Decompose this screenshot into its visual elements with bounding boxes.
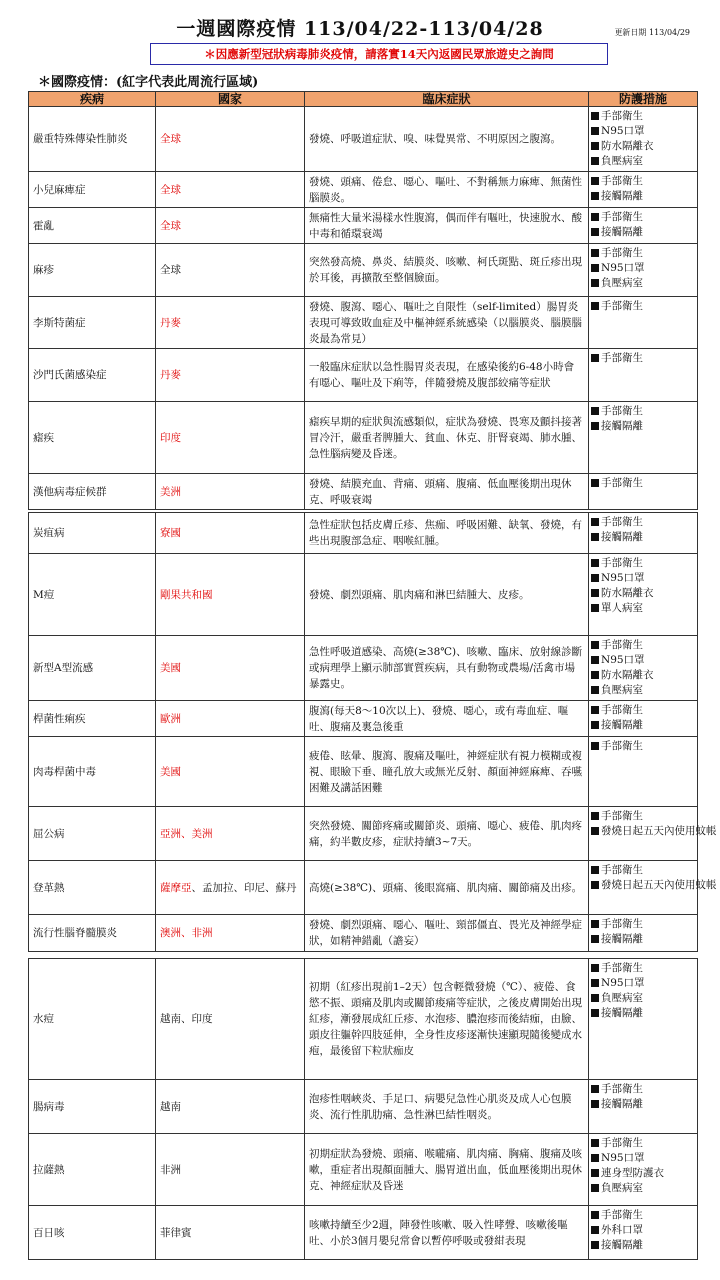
disease-cell: 登革熱 <box>29 861 156 915</box>
protection-label: 手部衛生 <box>601 704 643 716</box>
protection-cell <box>589 959 698 1080</box>
table-row <box>29 297 698 349</box>
bullet-square-icon <box>591 1184 599 1192</box>
bullet-square-icon <box>591 979 599 987</box>
country-text: 非洲 <box>160 1163 181 1176</box>
protection-label: 手部衛生 <box>601 1083 643 1095</box>
protection-label: 負壓病室 <box>601 155 643 167</box>
table-row <box>29 349 698 402</box>
country-text: 亞洲、美洲 <box>160 827 213 840</box>
protection-cell <box>589 474 698 510</box>
protection-cell <box>589 737 698 807</box>
disease-cell: 漢他病毒症候群 <box>29 474 156 510</box>
bullet-square-icon <box>591 1100 599 1108</box>
protection-cell <box>589 701 698 737</box>
bullet-square-icon <box>591 964 599 972</box>
protection-item <box>591 718 695 733</box>
bullet-square-icon <box>591 1085 599 1093</box>
notice-banner: ＊因應新型冠狀病毒肺炎疫情，請落實14天內返國民眾旅遊史之詢問 <box>150 43 608 65</box>
country-cell <box>156 402 305 474</box>
bullet-square-icon <box>591 559 599 567</box>
table-row <box>29 474 698 510</box>
symptoms-cell: 發燒、結膜充血、背痛、頭痛、腹痛、低血壓後期出現休克、呼吸衰竭 <box>305 474 589 510</box>
bullet-square-icon <box>591 479 599 487</box>
protection-cell <box>589 1080 698 1134</box>
disease-cell: 新型A型流感 <box>29 636 156 701</box>
country-cell <box>156 915 305 952</box>
protection-item <box>591 653 695 668</box>
protection-item <box>591 189 695 204</box>
symptoms-cell: 發燒、腹瀉、噁心、嘔吐之自限性（self-limited）腸胃炎表現可導致敗血症及中樞神經系統感染（以腦膜炎、腦膜腦炎最為常見） <box>305 297 589 349</box>
protection-label: 手部衛生 <box>601 405 643 417</box>
country-cell <box>156 636 305 701</box>
protection-label: N95口罩 <box>601 1152 645 1164</box>
epidemic-table-3 <box>28 958 698 1260</box>
protection-label: 手部衛生 <box>601 211 643 223</box>
protection-cell <box>589 636 698 701</box>
country-text: 全球 <box>160 133 181 145</box>
bullet-square-icon <box>591 407 599 415</box>
table-row <box>29 959 698 1080</box>
country-cell <box>156 513 305 554</box>
protection-item <box>591 1166 695 1181</box>
disease-cell: 炭疽病 <box>29 513 156 554</box>
protection-label: 手部衛生 <box>601 918 643 930</box>
country-cell <box>156 107 305 172</box>
bullet-square-icon <box>591 671 599 679</box>
disease-cell: 嚴重特殊傳染性肺炎 <box>29 107 156 172</box>
bullet-square-icon <box>591 604 599 612</box>
bullet-square-icon <box>591 518 599 526</box>
protection-cell <box>589 513 698 554</box>
protection-label: 接觸隔離 <box>601 226 643 238</box>
disease-cell: 沙門氏菌感染症 <box>29 349 156 402</box>
disease-cell: 肉毒桿菌中毒 <box>29 737 156 807</box>
disease-cell: 水痘 <box>29 959 156 1080</box>
protection-label: 手部衛生 <box>601 175 643 187</box>
protection-item <box>591 703 695 718</box>
country-cell <box>156 244 305 297</box>
protection-label: N95口罩 <box>601 977 645 989</box>
protection-label: 連身型防護衣 <box>601 1167 664 1179</box>
disease-cell: 腸病毒 <box>29 1080 156 1134</box>
table-row <box>29 513 698 554</box>
protection-cell <box>589 402 698 474</box>
bullet-square-icon <box>591 920 599 928</box>
bullet-square-icon <box>591 574 599 582</box>
protection-label: 外科口罩 <box>601 1224 643 1236</box>
symptoms-cell: 無痛性大量米湯樣水性腹瀉，偶而伴有嘔吐，快速脫水、酸中毒和循環衰竭 <box>305 208 589 244</box>
protection-label: 手部衛生 <box>601 516 643 528</box>
bullet-square-icon <box>591 264 599 272</box>
disease-cell: 流行性腦脊髓膜炎 <box>29 915 156 952</box>
column-header-protection: 防護措施 <box>589 92 698 107</box>
epidemic-table-1 <box>28 91 698 510</box>
protection-label: 手部衛生 <box>601 962 643 974</box>
protection-item <box>591 961 695 976</box>
country-cell <box>156 959 305 1080</box>
country-text: 澳洲 <box>160 927 181 939</box>
protection-label: 發燒日起五天內使用蚊帳 <box>601 879 717 891</box>
bullet-square-icon <box>591 177 599 185</box>
country-text: 全球 <box>160 264 181 276</box>
protection-item <box>591 246 695 261</box>
bullet-square-icon <box>591 112 599 120</box>
table-row <box>29 107 698 172</box>
table-row <box>29 1080 698 1134</box>
protection-label: N95口罩 <box>601 654 645 666</box>
table-row <box>29 554 698 636</box>
bullet-square-icon <box>591 866 599 874</box>
country-cell <box>156 861 305 915</box>
protection-item <box>591 932 695 947</box>
country-cell <box>156 1080 305 1134</box>
country-text: 歐洲 <box>160 712 181 725</box>
table-row <box>29 172 698 208</box>
country-cell <box>156 737 305 807</box>
table-row <box>29 208 698 244</box>
column-header-symptoms: 臨床症狀 <box>305 92 589 107</box>
protection-item <box>591 1006 695 1021</box>
protection-item <box>591 1097 695 1112</box>
bullet-square-icon <box>591 249 599 257</box>
protection-label: 接觸隔離 <box>601 1239 643 1251</box>
protection-item <box>591 824 717 839</box>
protection-label: 手部衛生 <box>601 247 643 259</box>
protection-cell <box>589 297 698 349</box>
protection-cell <box>589 915 698 952</box>
bullet-square-icon <box>591 1211 599 1219</box>
protection-item <box>591 586 695 601</box>
protection-label: 手部衛生 <box>601 300 643 312</box>
symptoms-cell: 咳嗽持續至少2週，陣發性咳嗽、吸入性哮聲、咳嗽後嘔吐、小於3個月嬰兒常會以暫停呼吸或發紺表現 <box>305 1206 589 1260</box>
disease-cell: 霍亂 <box>29 208 156 244</box>
symptoms-cell: 突然發高燒、鼻炎、結膜炎、咳嗽、柯氏斑點、斑丘疹出現於耳後，再擴散至整個臉面。 <box>305 244 589 297</box>
bullet-square-icon <box>591 213 599 221</box>
protection-label: 防水隔離衣 <box>601 669 654 681</box>
protection-label: 接觸隔離 <box>601 190 643 202</box>
protection-item <box>591 668 695 683</box>
protection-item <box>591 174 695 189</box>
symptoms-cell: 瘧疾早期的症狀與流感類似，症狀為發燒、畏寒及顫抖接著冒冷汗，嚴重者脾腫大、貧血、休克、肝腎衰竭、肺水腫、急性腦病變及昏迷。 <box>305 402 589 474</box>
table-row <box>29 737 698 807</box>
table-row <box>29 915 698 952</box>
country-text: 美國 <box>160 765 181 778</box>
bullet-square-icon <box>591 641 599 649</box>
country-cell <box>156 349 305 402</box>
epidemic-table-2 <box>28 512 717 952</box>
country-extra-text: 、孟加拉、印尼、蘇丹 <box>191 881 297 894</box>
protection-item <box>591 991 695 1006</box>
country-text: 全球 <box>160 219 181 232</box>
disease-cell: 百日咳 <box>29 1206 156 1260</box>
country-cell <box>156 172 305 208</box>
protection-item <box>591 419 695 434</box>
protection-item <box>591 404 695 419</box>
symptoms-cell: 急性症狀包括皮膚丘疹、焦痂、呼吸困難、缺氧、發燒，有些出現腹部急症、咽喉紅腫。 <box>305 513 589 554</box>
protection-item <box>591 809 695 824</box>
protection-item <box>591 476 695 491</box>
bullet-square-icon <box>591 706 599 714</box>
bullet-square-icon <box>591 1139 599 1147</box>
symptoms-cell: 突然發燒、關節疼痛或關節炎、頭痛、噁心、疲倦、肌肉疼痛，約半數皮疹，症狀持續3~7天。 <box>305 807 589 861</box>
protection-label: 負壓病室 <box>601 1182 643 1194</box>
table-header-row <box>29 92 698 107</box>
protection-label: 手部衛生 <box>601 639 643 651</box>
protection-label: 手部衛生 <box>601 864 643 876</box>
protection-item <box>591 1181 695 1196</box>
country-text: 菲律賓 <box>160 1226 192 1239</box>
protection-label: N95口罩 <box>601 262 645 274</box>
protection-item <box>591 976 695 991</box>
protection-label: 手部衛生 <box>601 740 643 752</box>
update-date: 更新日期 113/04/29 <box>614 28 690 37</box>
country-text: 剛果共和國 <box>160 588 213 601</box>
protection-item <box>591 1238 695 1253</box>
disease-cell: 李斯特菌症 <box>29 297 156 349</box>
protection-cell <box>589 107 698 172</box>
country-text: 越南 <box>160 1100 181 1113</box>
symptoms-cell: 發燒、頭痛、倦怠、噁心、嘔吐、不對稱無力麻痺、無菌性腦膜炎。 <box>305 172 589 208</box>
bullet-square-icon <box>591 935 599 943</box>
symptoms-cell: 泡疹性咽峽炎、手足口、病嬰兒急性心肌炎及成人心包膜炎、流行性肌肋痛、急性淋巴結性咽炎。 <box>305 1080 589 1134</box>
protection-item <box>591 1082 695 1097</box>
page-title: 一週國際疫情 113/04/22-113/04/28 <box>176 18 544 40</box>
protection-label: 負壓病室 <box>601 277 643 289</box>
protection-item <box>591 225 695 240</box>
bullet-square-icon <box>591 742 599 750</box>
bullet-square-icon <box>591 1009 599 1017</box>
protection-item <box>591 210 695 225</box>
bullet-square-icon <box>591 1154 599 1162</box>
protection-item <box>591 299 695 314</box>
protection-item <box>591 878 717 893</box>
bullet-square-icon <box>591 589 599 597</box>
symptoms-cell: 發燒、劇烈頭痛、噁心、嘔吐、頸部僵直、畏光及神經學症狀，如精神錯亂（譫妄） <box>305 915 589 952</box>
protection-item <box>591 124 695 139</box>
country-extra-text: 、非洲 <box>181 927 213 939</box>
country-cell <box>156 1206 305 1260</box>
country-text: 寮國 <box>160 527 181 539</box>
bullet-square-icon <box>591 686 599 694</box>
bullet-square-icon <box>591 142 599 150</box>
bullet-square-icon <box>591 721 599 729</box>
bullet-square-icon <box>591 1169 599 1177</box>
protection-item <box>591 1151 695 1166</box>
bullet-square-icon <box>591 302 599 310</box>
bullet-square-icon <box>591 533 599 541</box>
disease-cell: 拉薩熱 <box>29 1134 156 1206</box>
symptoms-cell: 一般臨床症狀以急性腸胃炎表現，在感染後約6-48小時會有噁心、嘔吐及下痢等，伴隨發燒及腹部絞痛等症狀 <box>305 349 589 402</box>
protection-label: 防水隔離衣 <box>601 587 654 599</box>
bullet-square-icon <box>591 1241 599 1249</box>
protection-label: 接觸隔離 <box>601 1098 643 1110</box>
protection-label: 手部衛生 <box>601 1209 643 1221</box>
protection-item <box>591 739 695 754</box>
bullet-square-icon <box>591 354 599 362</box>
bullet-square-icon <box>591 881 599 889</box>
country-text: 印度 <box>160 431 181 444</box>
disease-cell: 麻疹 <box>29 244 156 297</box>
disease-cell: 小兒麻痺症 <box>29 172 156 208</box>
protection-item <box>591 601 695 616</box>
protection-label: 接觸隔離 <box>601 933 643 945</box>
bullet-square-icon <box>591 827 599 835</box>
protection-item <box>591 638 695 653</box>
protection-label: 接觸隔離 <box>601 719 643 731</box>
protection-label: 手部衛生 <box>601 110 643 122</box>
section-subtitle: ＊國際疫情：(紅字代表此周流行區域) <box>38 75 259 90</box>
table-row <box>29 402 698 474</box>
bullet-square-icon <box>591 192 599 200</box>
protection-item <box>591 261 695 276</box>
protection-cell <box>589 861 717 915</box>
country-text: 丹麥 <box>160 369 181 381</box>
protection-item <box>591 571 695 586</box>
protection-label: 接觸隔離 <box>601 1007 643 1019</box>
country-cell <box>156 208 305 244</box>
country-cell <box>156 297 305 349</box>
country-text: 美洲 <box>160 485 181 498</box>
symptoms-cell: 發燒、劇烈頭痛、肌肉痛和淋巴結腫大、皮疹。 <box>305 554 589 636</box>
symptoms-cell: 腹瀉(每天8～10次以上)、發燒、噁心，或有毒血症、嘔吐、腹痛及裏急後重 <box>305 701 589 737</box>
bullet-square-icon <box>591 157 599 165</box>
table-row <box>29 1206 698 1260</box>
protection-item <box>591 556 695 571</box>
protection-label: 手部衛生 <box>601 352 643 364</box>
protection-cell <box>589 244 698 297</box>
protection-item <box>591 109 695 124</box>
protection-label: 手部衛生 <box>601 557 643 569</box>
protection-item <box>591 276 695 291</box>
symptoms-cell: 急性呼吸道感染、高燒(≥38℃)、咳嗽、臨床、放射線診斷或病理學上顯示肺部實質疾病，具有動物或農場/活禽市場暴露史。 <box>305 636 589 701</box>
country-cell <box>156 554 305 636</box>
protection-label: 手部衛生 <box>601 1137 643 1149</box>
protection-item <box>591 1208 695 1223</box>
protection-label: 單人病室 <box>601 602 643 614</box>
protection-item <box>591 515 695 530</box>
bullet-square-icon <box>591 994 599 1002</box>
country-cell <box>156 701 305 737</box>
disease-cell: 屈公病 <box>29 807 156 861</box>
bullet-square-icon <box>591 1226 599 1234</box>
protection-label: 接觸隔離 <box>601 531 643 543</box>
table-row <box>29 1134 698 1206</box>
protection-label: 手部衛生 <box>601 477 643 489</box>
protection-cell <box>589 208 698 244</box>
disease-cell: 桿菌性痢疾 <box>29 701 156 737</box>
country-text: 丹麥 <box>160 316 181 329</box>
protection-cell <box>589 1206 698 1260</box>
protection-label: 接觸隔離 <box>601 420 643 432</box>
protection-item <box>591 1136 695 1151</box>
protection-item <box>591 683 695 698</box>
protection-label: N95口罩 <box>601 125 645 137</box>
country-text: 全球 <box>160 183 181 196</box>
column-header-disease: 疾病 <box>29 92 156 107</box>
country-cell <box>156 474 305 510</box>
disease-cell: M痘 <box>29 554 156 636</box>
protection-cell <box>589 554 698 636</box>
bullet-square-icon <box>591 656 599 664</box>
protection-item <box>591 351 695 366</box>
bullet-square-icon <box>591 422 599 430</box>
protection-label: 手部衛生 <box>601 810 643 822</box>
protection-item <box>591 863 695 878</box>
protection-label: 負壓病室 <box>601 992 643 1004</box>
protection-item <box>591 139 695 154</box>
table-row <box>29 636 698 701</box>
bullet-square-icon <box>591 279 599 287</box>
protection-label: 負壓病室 <box>601 684 643 696</box>
table-row <box>29 244 698 297</box>
symptoms-cell: 高燒(≥38℃)、頭痛、後眼窩痛、肌肉痛、關節痛及出疹。 <box>305 861 589 915</box>
symptoms-cell: 發燒、呼吸道症狀、嗅、味覺異常、不明原因之腹瀉。 <box>305 107 589 172</box>
country-cell <box>156 1134 305 1206</box>
protection-cell <box>589 1134 698 1206</box>
country-text: 越南、印度 <box>160 1013 213 1025</box>
table-row <box>29 701 698 737</box>
protection-cell <box>589 807 717 861</box>
disease-cell: 瘧疾 <box>29 402 156 474</box>
protection-cell <box>589 172 698 208</box>
protection-cell <box>589 349 698 402</box>
country-text: 薩摩亞 <box>160 881 192 894</box>
protection-item <box>591 917 695 932</box>
country-cell <box>156 807 305 861</box>
table-row <box>29 861 698 915</box>
protection-item <box>591 1223 695 1238</box>
bullet-square-icon <box>591 127 599 135</box>
symptoms-cell: 疲倦、眩暈、腹瀉、腹痛及嘔吐，神經症狀有視力模糊或複視、眼瞼下垂、瞳孔放大或無光反射、顏面神經麻痺、吞嚥困難及講話困難 <box>305 737 589 807</box>
symptoms-cell: 初期（紅疹出現前1–2天）包含輕微發燒（℃）、疲倦、食慾不振、頭痛及肌肉或關節痠痛等症狀，之後皮膚開始出現紅疹，漸發展成紅丘疹、水泡疹、膿泡疹而後結痂，由臉、頭皮往軀幹四肢延伸，全身性皮疹逐漸快速顯現隨後變成水疱，最後留下粒狀痂皮 <box>305 959 589 1080</box>
column-header-country: 國家 <box>156 92 305 107</box>
country-text: 美國 <box>160 662 181 674</box>
bullet-square-icon <box>591 228 599 236</box>
protection-label: 發燒日起五天內使用蚊帳 <box>601 825 717 837</box>
protection-label: 防水隔離衣 <box>601 140 654 152</box>
protection-label: N95口罩 <box>601 572 645 584</box>
protection-item <box>591 530 695 545</box>
table-row <box>29 807 698 861</box>
bullet-square-icon <box>591 812 599 820</box>
symptoms-cell: 初期症狀為發燒、頭痛、喉嚨痛、肌肉痛、胸痛、腹痛及咳嗽，重症者出現顏面腫大、腸胃道出血，低血壓後期出現休克、神經症狀及昏迷 <box>305 1134 589 1206</box>
protection-item <box>591 154 695 169</box>
